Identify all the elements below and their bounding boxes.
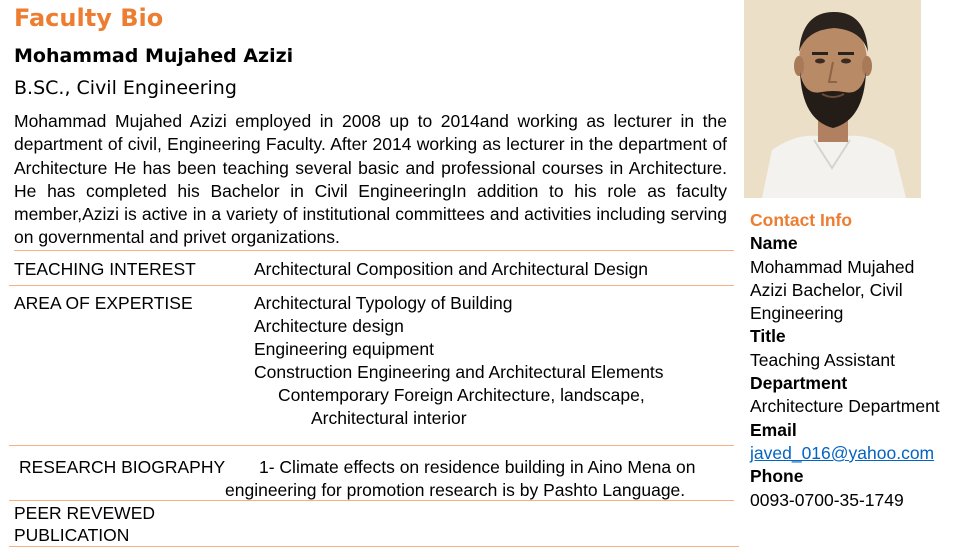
contact-name-label: Name [750,233,798,254]
bio-paragraph: Mohammad Mujahed Azizi employed in 2008 up to 2014and working as lecturer in the department of civil, Engineering Faculty. After 2014 working as lecturer in the department of Architecture He has been teaching several basic and professional courses in Architecture. He has completed his Bachelor in Civil EngineeringIn addition to his role as faculty member,Azizi is active in a variety of institutional committees and activities including serving on governmental and privet organizations. [14,111,727,248]
contact-heading: Contact Info [750,210,853,230]
contact-name-value: Engineering [750,303,844,324]
teaching-interest-label: TEACHING INTEREST [14,259,196,279]
contact-name-value: Mohammad Mujahed [750,256,915,277]
contact-department-label: Department [750,373,848,394]
expertise-item: Contemporary Foreign Architecture, landscape, [278,385,645,405]
contact-title-label: Title [750,326,786,347]
expertise-item: Engineering equipment [254,339,434,359]
portrait-image [744,0,921,198]
divider [9,445,734,446]
teaching-interest-value: Architectural Composition and Architectural Design [254,259,648,279]
contact-phone-value: 0093-0700-35-1749 [750,489,904,510]
contact-name-value: Azizi Bachelor, Civil [750,279,903,300]
expertise-item: Construction Engineering and Architectural Elements [254,362,664,382]
research-label: RESEARCH BIOGRAPHY [19,457,226,477]
expertise-item: Architectural Typology of Building [254,293,513,313]
expertise-item: Architectural interior [311,408,467,428]
research-line: 1- Climate effects on residence building in Aino Mena on [259,457,696,477]
contact-phone-label: Phone [750,466,804,487]
divider [9,285,734,286]
contact-email-label: Email [750,419,797,440]
contact-title-value: Teaching Assistant [750,349,895,370]
peer-label: PUBLICATION [14,525,130,545]
divider [14,250,734,251]
peer-label: PEER REVEWED [14,503,155,523]
research-line: engineering for promotion research is by Pashto Language. [225,480,686,500]
faculty-name: Mohammad Mujahed Azizi [14,45,294,67]
contact-department-value: Architecture Department [750,396,940,417]
faculty-photo [744,0,921,198]
page-title: Faculty Bio [14,4,164,32]
contact-info [750,209,962,512]
expertise-item: Architecture design [254,316,404,336]
contact-email-link[interactable]: javed_016@yahoo.com [750,442,935,463]
faculty-degree: B.SC., Civil Engineering [14,77,237,99]
expertise-label: AREA OF EXPERTISE [14,293,193,313]
